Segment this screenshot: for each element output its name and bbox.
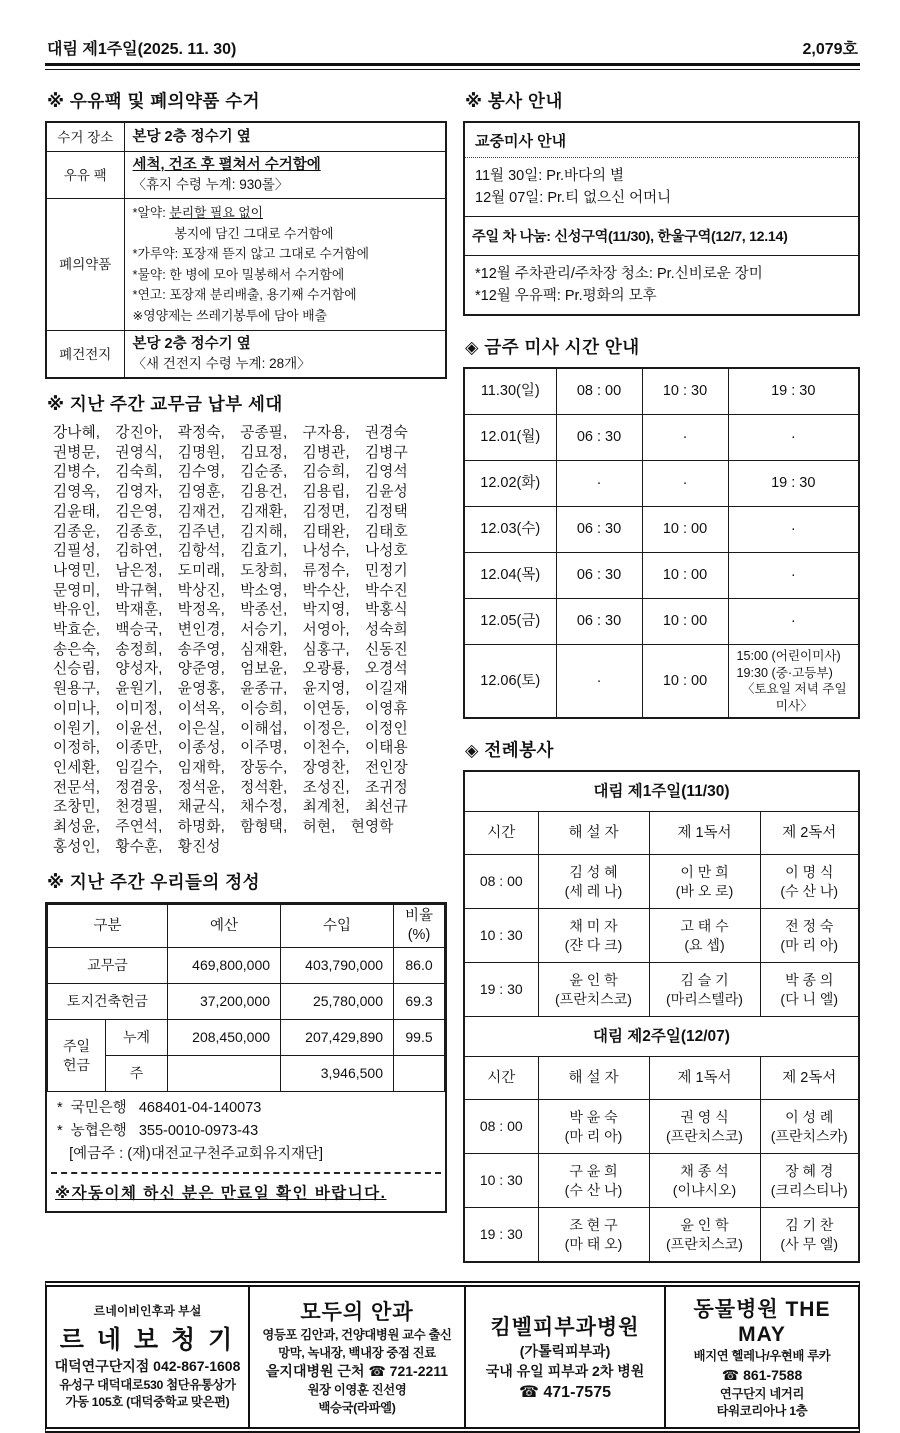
time-cell: 08 : 00: [556, 368, 642, 415]
names-line: 전문석, 정겸웅, 정석윤, 정석환, 조성진, 조귀정: [53, 779, 408, 796]
saturday-line: 15:00 (어린이미사): [736, 649, 841, 663]
names-line: 김종운, 김종호, 김주년, 김지해, 김태완, 김태호: [53, 523, 408, 540]
medicine-line-prefix: *알약:: [132, 205, 170, 220]
person-name: 장 혜 경: [785, 1162, 834, 1179]
col-header: 수입: [281, 905, 394, 948]
ad-line: 원장 이영훈 진선영: [307, 1383, 407, 1398]
account-holder-line: [예금주 : (재)대전교구천주교회유지재단]: [57, 1146, 323, 1163]
names-line: 박유인, 박재훈, 박정옥, 박종선, 박지영, 박홍식: [53, 602, 408, 619]
names-line: 박효순, 백승국, 변인경, 서승기, 서영아, 성숙희: [53, 622, 408, 639]
row-label: 우유 팩: [46, 152, 124, 199]
ad-eye-clinic: [250, 1287, 466, 1427]
ad-title: 르 네 보 청 기: [59, 1325, 236, 1354]
names-line: 김병수, 김숙희, 김수영, 김순종, 김승희, 김영석: [53, 464, 408, 481]
table-row: [464, 855, 859, 909]
medicine-line: *물약: 한 병에 모아 밀봉해서 수거함에: [132, 266, 345, 282]
header: [45, 36, 860, 63]
col-header: 제 1독서: [649, 812, 760, 855]
baptismal-name: (사 무 엘): [780, 1235, 839, 1252]
ad-title: 모두의 안과: [300, 1301, 414, 1325]
community-mass-lines: [465, 158, 858, 217]
baptismal-name: (마 리 아): [780, 936, 839, 953]
mass-line: 12월 07일: Pr.티 없으신 어머니: [475, 190, 672, 206]
section-title-dues: ※ 지난 주간 교무금 납부 세대: [47, 394, 283, 414]
person-name: 김 기 찬: [785, 1216, 834, 1233]
time-cell: 06 : 30: [556, 415, 642, 461]
first-reading-cell: [649, 909, 760, 963]
baptismal-name: (바 오 로): [675, 882, 734, 899]
first-reading-cell: [649, 1208, 760, 1263]
names-line: 문영미, 박규혁, 박상진, 박소영, 박수산, 박수진: [53, 582, 408, 599]
auto-transfer-notice: ※자동이체 하신 분은 만료일 확인 바랍니다.: [55, 1185, 387, 1203]
person-name: 김 성 혜: [569, 863, 618, 880]
december-duty-lines: [465, 256, 858, 314]
table-row: [48, 1056, 445, 1092]
label-line: 주일: [62, 1037, 91, 1054]
person-name: 윤 인 학: [680, 1216, 729, 1233]
ratio-value: 86.0: [394, 948, 445, 984]
first-reading-cell: [649, 1154, 760, 1208]
ad-line: 을지대병원 근처 ☎ 721-2211: [265, 1363, 449, 1380]
saturday-line: 19:30 (중·고등부): [736, 665, 833, 680]
ad-title: 킴벨피부과병원: [490, 1315, 640, 1339]
col-header: 시간: [464, 812, 538, 855]
ad-line: 영등포 김안과, 건양대병원 교수 출신: [262, 1328, 452, 1343]
col-header: 제 2독서: [760, 812, 859, 855]
time-cell: 10 : 00: [642, 507, 728, 553]
income-value: 25,780,000: [281, 984, 394, 1020]
bank-account-line: * 농협은행 355-0010-0973-43: [57, 1123, 259, 1140]
col-header: 제 1독서: [649, 1057, 760, 1100]
ad-line: 배지연 헬레나/우현배 루카: [693, 1349, 831, 1363]
table-row: [464, 368, 859, 415]
row-label: 수거 장소: [46, 122, 124, 152]
second-reading-cell: [760, 1208, 859, 1263]
liturgy-table: [463, 770, 860, 1263]
time-cell: 10 : 00: [642, 645, 728, 719]
time-cell: ·: [728, 507, 859, 553]
person-name: 구 윤 희: [569, 1162, 618, 1179]
time-cell: ·: [642, 461, 728, 507]
names-line: 인세환, 임길수, 임재학, 장동수, 장영찬, 전인장: [53, 759, 408, 776]
baptismal-name: (프란치스카): [770, 1127, 848, 1144]
names-line: 권병문, 권영식, 김명원, 김묘정, 김병관, 김병구: [53, 444, 408, 461]
names-line: 김필성, 김하연, 김항석, 김효기, 나성수, 나성호: [53, 543, 408, 560]
medicine-line: *연고: 포장재 분리배출, 용기째 수거함에: [132, 287, 357, 302]
week1-caption: 대림 제1주일(11/30): [464, 771, 859, 812]
baptismal-name: (마리스텔라): [666, 990, 743, 1007]
table-row: [464, 1100, 859, 1154]
income-value: 207,429,890: [281, 1020, 394, 1056]
saturday-detail-cell: [728, 645, 859, 719]
ratio-value: 69.3: [394, 984, 445, 1020]
section-title-offerings: ※ 지난 주간 우리들의 정성: [47, 872, 261, 893]
milk-instruction: 세척, 건조 후 펼쳐서 수거함에: [132, 157, 321, 173]
location-value: 본당 2층 정수기 옆: [132, 129, 251, 145]
person-name: 이 명 식: [785, 863, 834, 880]
medicine-line: [133, 203, 438, 224]
offerings-box: [45, 902, 447, 1213]
person-name: 채 미 자: [569, 917, 618, 934]
second-reading-cell: [760, 909, 859, 963]
names-line: 김영옥, 김영자, 김영훈, 김용건, 김용립, 김윤성: [53, 484, 408, 501]
table-row: [464, 507, 859, 553]
mass-times-table: [463, 367, 860, 719]
names-line: 김윤태, 김은영, 김재건, 김재환, 김정면, 김정택: [53, 503, 408, 520]
budget-value: [168, 1056, 281, 1092]
battery-count: 〈새 건전지 수령 누계: 28개〉: [132, 356, 311, 371]
medicine-line: 봉지에 담긴 그대로 수거함에: [174, 225, 334, 241]
names-line: 최성윤, 주연석, 하명화, 함형택, 허현, 현영학: [53, 819, 394, 836]
col-header: 구분: [48, 905, 168, 948]
mass-line: 11월 30일: Pr.바다의 별: [475, 168, 625, 184]
section-title-liturgy: ◈ 전례봉사: [465, 740, 554, 760]
sub-label: 주: [106, 1056, 168, 1092]
col-header: 비율(%): [394, 905, 445, 948]
tea-sharing-line: 주일 차 나눔: 신성구역(11/30), 한울구역(12/7, 12.14): [465, 217, 858, 256]
ad-line: 대덕연구단지점 042-867-1608: [54, 1357, 241, 1374]
names-line: 신승림, 양성자, 양준영, 엄보윤, 오광룡, 오경석: [53, 661, 408, 678]
waste-collection-table: [45, 121, 447, 379]
time-cell: 10 : 30: [642, 368, 728, 415]
ad-line: 국내 유일 피부과 2차 병원: [485, 1362, 645, 1379]
table-row: [464, 963, 859, 1017]
table-row: [464, 553, 859, 599]
col-header: 시간: [464, 1057, 538, 1100]
ad-line: 가동 105호 (대덕중학교 맞은편): [65, 1395, 230, 1410]
names-line: 나영민, 남은정, 도미래, 도창희, 류정수, 민정기: [53, 562, 408, 579]
table-header-row: [464, 1057, 859, 1100]
baptismal-name: (마 태 오): [564, 1235, 623, 1252]
commentator-cell: [538, 963, 649, 1017]
person-name: 박 윤 숙: [569, 1108, 618, 1125]
saturday-line: 〈토요일 저녁 주일미사〉: [741, 682, 847, 713]
milk-tissue-count: 〈휴지 수령 누계: 930롤〉: [132, 177, 289, 192]
baptismal-name: (다 니 엘): [780, 990, 839, 1007]
time-cell: 06 : 30: [556, 507, 642, 553]
section-title-service: ※ 봉사 안내: [465, 91, 563, 111]
time-cell: 19 : 30: [464, 1208, 538, 1263]
col-header: 예산: [168, 905, 281, 948]
table-row: [464, 1154, 859, 1208]
person-name: 전 정 숙: [785, 917, 834, 934]
label-line: 헌금: [62, 1056, 91, 1073]
table-header-row: [464, 812, 859, 855]
names-line: 이미나, 이미정, 이석옥, 이승희, 이연동, 이영휴: [53, 700, 408, 717]
table-row: [46, 122, 446, 152]
second-reading-cell: [760, 1154, 859, 1208]
table-row: [46, 152, 446, 199]
medicine-line: ※영양제는 쓰레기봉투에 담아 배출: [132, 307, 327, 323]
col-header: 해 설 자: [538, 812, 649, 855]
table-row: [48, 984, 445, 1020]
ad-line: 백승국(라파엘): [318, 1400, 396, 1415]
ad-line: (가톨릭피부과): [519, 1342, 611, 1359]
person-name: 이 성 례: [785, 1108, 834, 1125]
commentator-cell: [538, 1208, 649, 1263]
time-cell: 10 : 30: [464, 909, 538, 963]
table-row: [464, 645, 859, 719]
community-mass-label: 교중미사 안내: [465, 123, 858, 158]
first-reading-cell: [649, 1100, 760, 1154]
names-line: 조창민, 천경필, 채균식, 채수정, 최계천, 최선규: [53, 799, 408, 816]
col-header: 제 2독서: [760, 1057, 859, 1100]
baptismal-name: (프란치스코): [666, 1235, 743, 1252]
income-value: 403,790,000: [281, 948, 394, 984]
ad-line: 유성구 대덕대로530 첨단유통상가: [59, 1377, 236, 1392]
time-cell: 19 : 30: [728, 368, 859, 415]
table-row: [464, 415, 859, 461]
bank-account-info: [47, 1092, 445, 1170]
baptismal-name: (마 리 아): [564, 1127, 623, 1144]
time-cell: 19 : 30: [464, 963, 538, 1017]
ad-line: 망막, 녹내장, 백내장 중점 진료: [278, 1345, 436, 1360]
time-cell: 19 : 30: [728, 461, 859, 507]
header-rule: [45, 63, 860, 70]
table-row: [46, 199, 446, 331]
medicine-line: *가루약: 포장재 뜯지 않고 그대로 수거함에: [132, 246, 369, 261]
time-cell: ·: [728, 553, 859, 599]
second-reading-cell: [760, 963, 859, 1017]
service-info-box: [463, 121, 860, 316]
day-cell: 11.30(일): [464, 368, 556, 415]
section-title-mass-times: ◈ 금주 미사 시간 안내: [465, 337, 640, 357]
day-cell: 12.02(화): [464, 461, 556, 507]
row-label: 교무금: [48, 948, 168, 984]
first-reading-cell: [649, 855, 760, 909]
baptismal-name: (크리스티나): [770, 1181, 848, 1198]
day-cell: 12.05(금): [464, 599, 556, 645]
commentator-cell: [538, 855, 649, 909]
time-cell: ·: [556, 645, 642, 719]
ad-title: 동물병원 THE MAY: [693, 1298, 831, 1346]
section-title-waste-collection: ※ 우유팩 및 폐의약품 수거: [47, 91, 261, 111]
row-label: 폐건전지: [46, 331, 124, 379]
budget-value: 37,200,000: [168, 984, 281, 1020]
commentator-cell: [538, 1154, 649, 1208]
offerings-table: [47, 904, 445, 1092]
page-title: 대림 제1주일(2025. 11. 30): [47, 41, 237, 58]
col-header: 해 설 자: [538, 1057, 649, 1100]
ad-line: 타워코리아나 1층: [716, 1404, 808, 1418]
person-name: 이 만 희: [680, 863, 729, 880]
baptismal-name: (프란치스코): [555, 990, 632, 1007]
day-cell: 12.01(월): [464, 415, 556, 461]
person-name: 김 슬 기: [680, 971, 729, 988]
day-cell: 12.06(토): [464, 645, 556, 719]
time-cell: 08 : 00: [464, 1100, 538, 1154]
time-cell: 10 : 30: [464, 1154, 538, 1208]
issue-number: 2,079호: [802, 41, 858, 58]
time-cell: 08 : 00: [464, 855, 538, 909]
second-reading-cell: [760, 855, 859, 909]
names-line: 이원기, 이윤선, 이은실, 이해섭, 이정은, 이정인: [53, 720, 408, 737]
ad-animal-hospital: [666, 1287, 858, 1427]
names-line: 홍성인, 황수훈, 황진성: [53, 838, 221, 855]
person-name: 채 종 석: [680, 1162, 729, 1179]
table-row: [464, 599, 859, 645]
person-name: 권 영 식: [680, 1108, 729, 1125]
dues-name-list: [53, 424, 447, 857]
time-cell: 10 : 00: [642, 599, 728, 645]
week2-caption: 대림 제2주일(12/07): [464, 1017, 859, 1057]
time-cell: 06 : 30: [556, 553, 642, 599]
ad-subtitle: 르네이비인후과 부설: [93, 1303, 202, 1318]
baptismal-name: (수 산 나): [564, 1181, 623, 1198]
battery-location: 본당 2층 정수기 옆: [132, 336, 251, 352]
budget-value: 469,800,000: [168, 948, 281, 984]
ratio-value: 99.5: [394, 1020, 445, 1056]
baptismal-name: (쟌 다 크): [564, 936, 623, 953]
sub-label: 누계: [106, 1020, 168, 1056]
time-cell: ·: [556, 461, 642, 507]
ad-hearing-aid: [47, 1287, 250, 1427]
bank-account-line: * 국민은행 468401-04-140073: [57, 1100, 262, 1117]
table-row: [464, 461, 859, 507]
duty-line: *12월 주차관리/주차장 청소: Pr.신비로운 장미: [475, 266, 763, 282]
first-reading-cell: [649, 963, 760, 1017]
advertisement-strip: [45, 1281, 860, 1433]
baptismal-name: (수 산 나): [780, 882, 839, 899]
ad-phone: ☎ 861-7588: [721, 1366, 803, 1383]
ad-dermatology: [466, 1287, 666, 1427]
left-column: [45, 76, 447, 1263]
budget-value: 208,450,000: [168, 1020, 281, 1056]
day-cell: 12.04(목): [464, 553, 556, 599]
table-row: [48, 948, 445, 984]
baptismal-name: (요 셉): [684, 936, 725, 953]
second-reading-cell: [760, 1100, 859, 1154]
names-line: 송은숙, 송정희, 송주영, 심재환, 심홍구, 신동진: [53, 641, 408, 658]
baptismal-name: (이냐시오): [672, 1181, 737, 1198]
row-label: 폐의약품: [46, 199, 124, 331]
person-name: 조 현 구: [569, 1216, 618, 1233]
time-cell: ·: [728, 415, 859, 461]
time-cell: ·: [642, 415, 728, 461]
person-name: 고 태 수: [680, 917, 729, 934]
ad-line: 연구단지 네거리: [719, 1386, 805, 1401]
time-cell: 10 : 00: [642, 553, 728, 599]
time-cell: ·: [728, 599, 859, 645]
row-label-sunday-offering: [48, 1020, 106, 1092]
table-row: [464, 909, 859, 963]
table-caption-row: [464, 771, 859, 812]
baptismal-name: (프란치스코): [666, 1127, 743, 1144]
names-line: 이정하, 이종만, 이종성, 이주명, 이천수, 이태용: [53, 740, 408, 757]
table-header-row: [48, 905, 445, 948]
commentator-cell: [538, 909, 649, 963]
duty-line: *12월 우유팩: Pr.평화의 모후: [475, 288, 657, 304]
time-cell: 06 : 30: [556, 599, 642, 645]
ad-phone: ☎ 471-7575: [519, 1383, 611, 1401]
right-column: [463, 76, 860, 1263]
table-row: [464, 1208, 859, 1263]
commentator-cell: [538, 1100, 649, 1154]
main-columns: [45, 76, 860, 1263]
names-line: 강나혜, 강진아, 곽정숙, 공종필, 구자용, 권경숙: [53, 425, 408, 441]
ratio-value: [394, 1056, 445, 1092]
row-label: 토지건축헌금: [48, 984, 168, 1020]
table-row: [48, 1020, 445, 1056]
medicine-line-underlined: 분리할 필요 없이: [169, 205, 263, 220]
table-caption-row: [464, 1017, 859, 1057]
person-name: 윤 인 학: [569, 971, 618, 988]
income-value: 3,946,500: [281, 1056, 394, 1092]
table-row: [46, 331, 446, 379]
names-line: 원용구, 윤원기, 윤영홍, 윤종규, 윤지영, 이길재: [53, 681, 408, 698]
day-cell: 12.03(수): [464, 507, 556, 553]
person-name: 박 종 의: [785, 971, 834, 988]
baptismal-name: (세 레 나): [564, 882, 623, 899]
